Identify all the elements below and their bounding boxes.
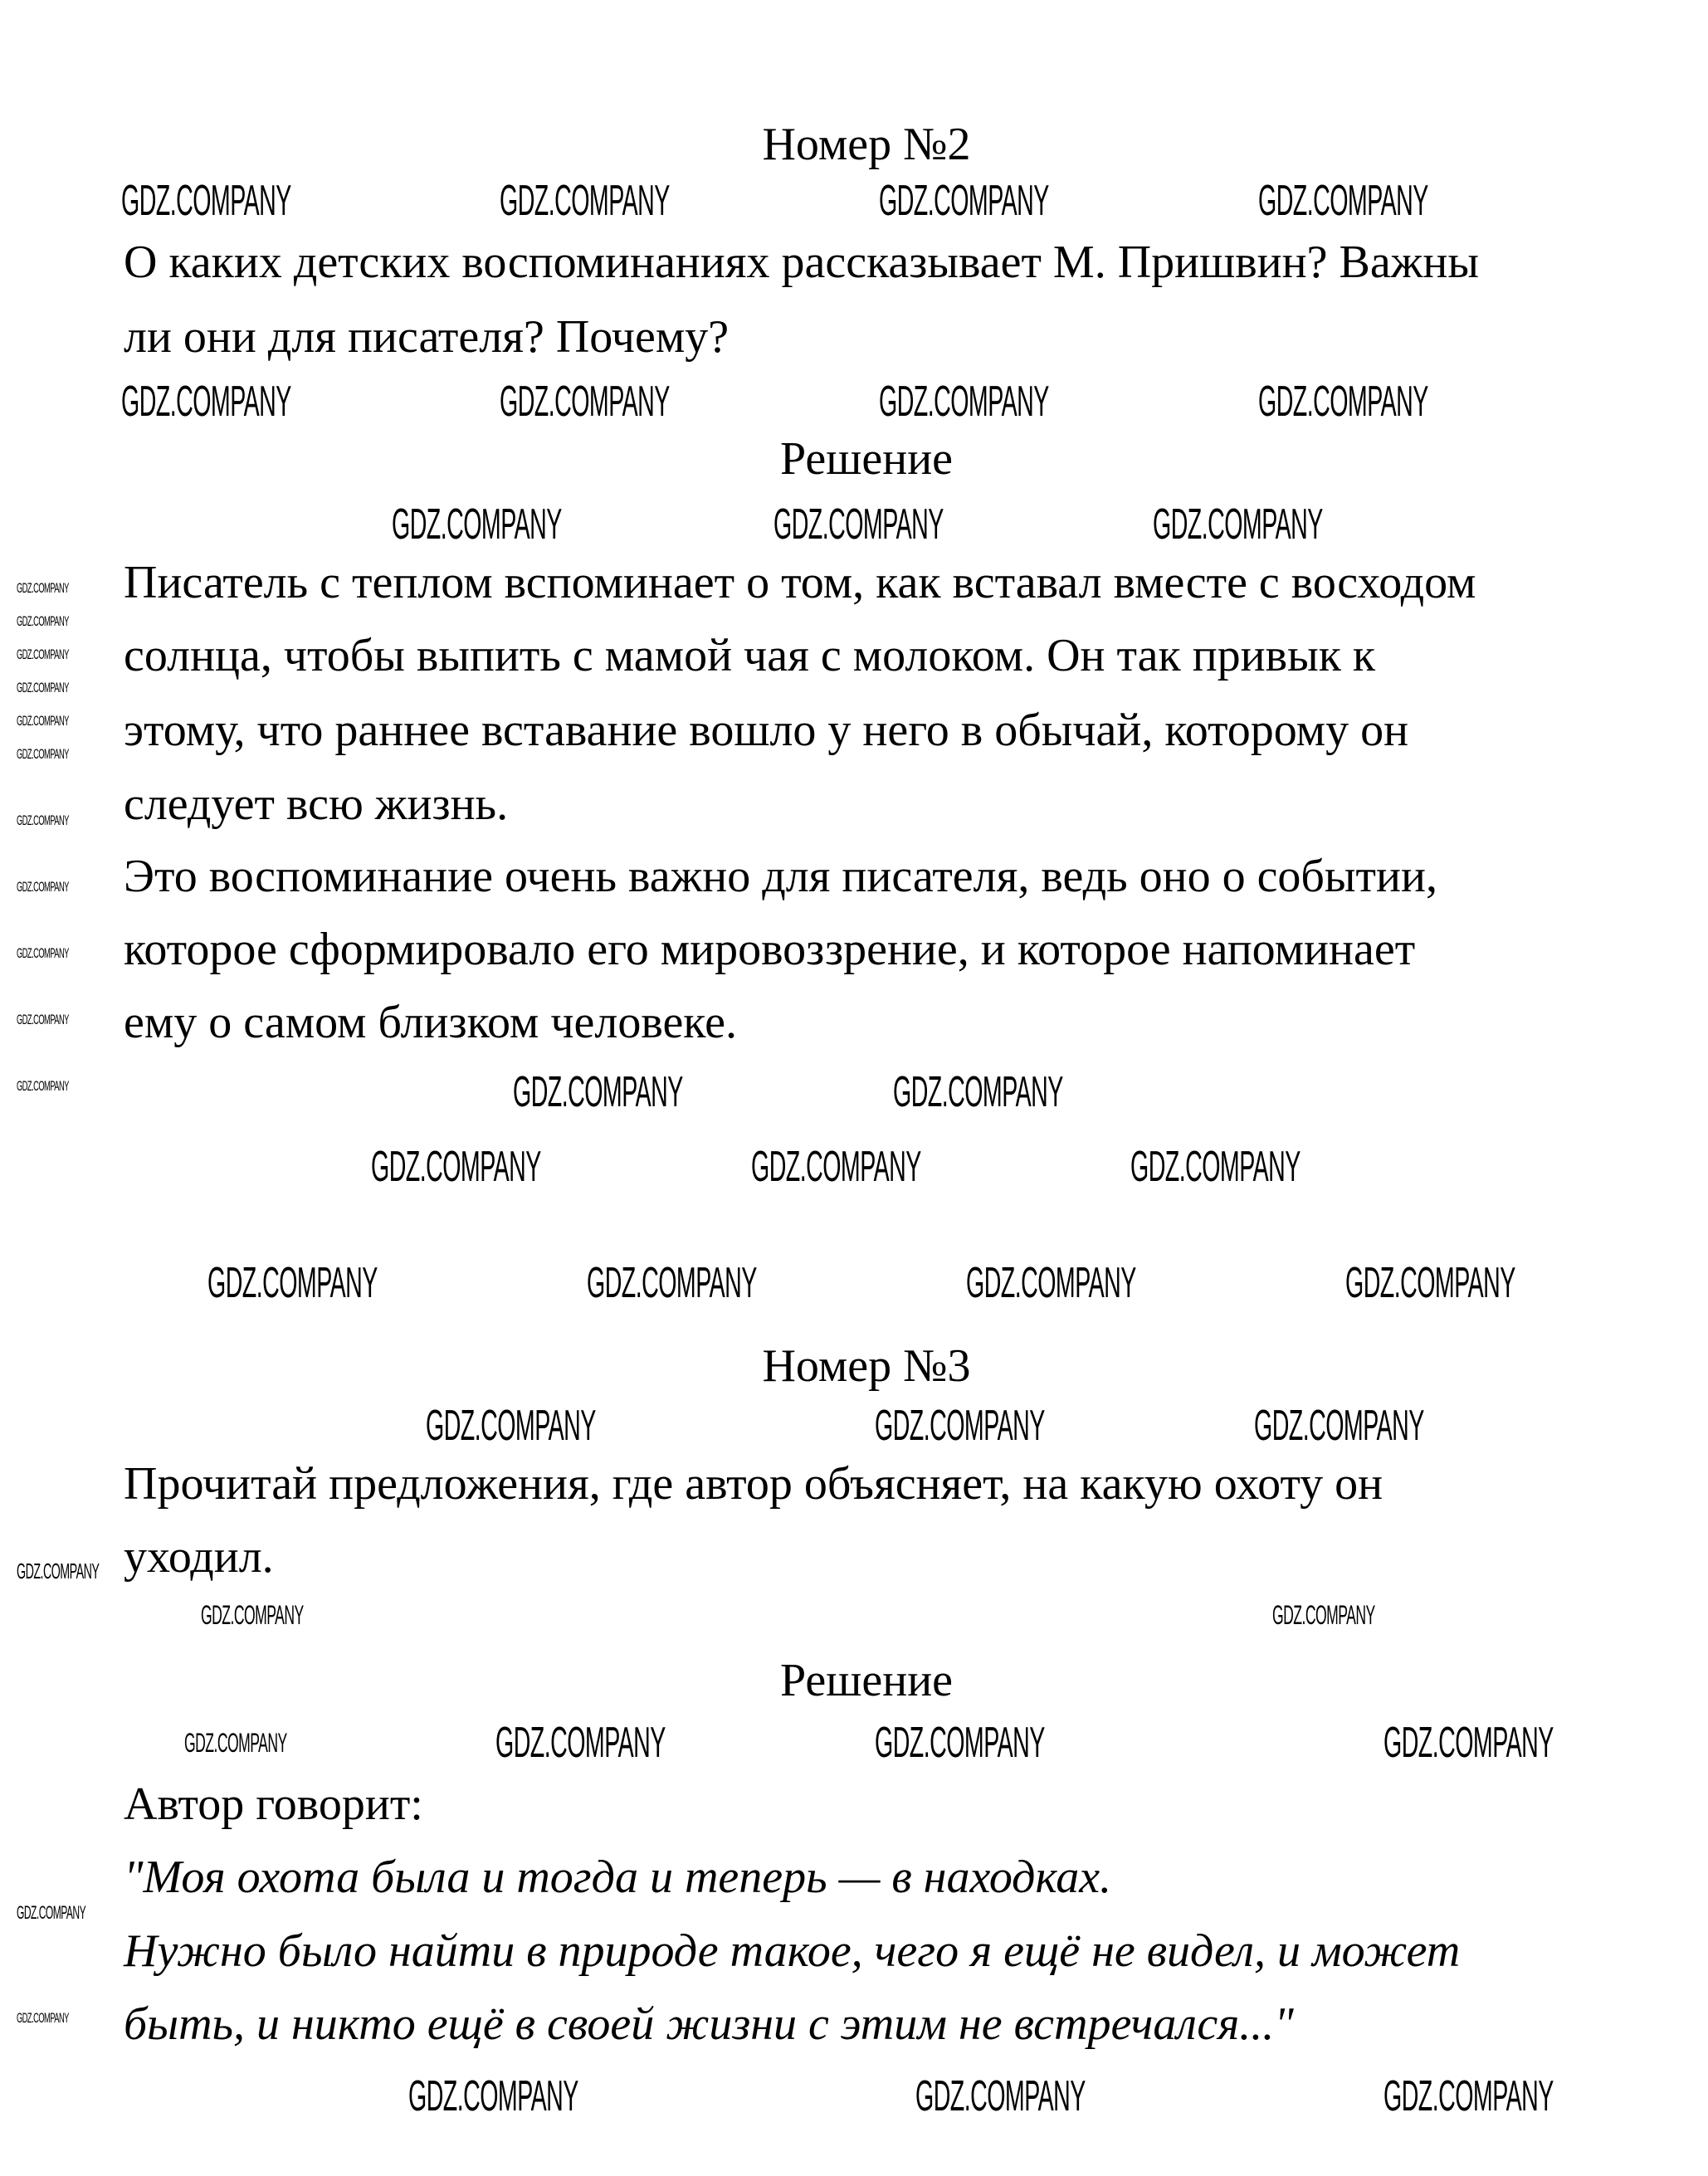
watermark: GDZ.COMPANY [751, 1143, 921, 1191]
task-2-answer-line: Писатель с теплом вспоминает о том, как вставал вместе с восходом [124, 557, 1476, 608]
task-2-answer-line: Это воспоминание очень важно для писателя, ведь оно о событии, [124, 851, 1437, 902]
watermark: GDZ.COMPANY [17, 945, 69, 961]
watermark: GDZ.COMPANY [1153, 500, 1323, 549]
watermark: GDZ.COMPANY [879, 177, 1049, 225]
task-3-question-line: уходил. [124, 1531, 274, 1583]
watermark: GDZ.COMPANY [915, 2072, 1086, 2120]
task-2-question-line: ли они для писателя? Почему? [124, 311, 730, 363]
watermark: GDZ.COMPANY [17, 2010, 69, 2026]
watermark: GDZ.COMPANY [17, 613, 69, 629]
watermark: GDZ.COMPANY [495, 1719, 666, 1767]
watermark: GDZ.COMPANY [1383, 1719, 1554, 1767]
watermark: GDZ.COMPANY [875, 1719, 1045, 1767]
watermark: GDZ.COMPANY [371, 1143, 541, 1191]
task-2-answer-line: которое сформировало его мировоззрение, и которое напоминает [124, 924, 1416, 975]
task-2-solution-label: Решение [779, 433, 954, 485]
task-2-answer-line: солнца, чтобы выпить с мамой чая с молоком. Он так привык к [124, 630, 1376, 681]
task-3-quote-line: быть, и никто ещё в своей жизни с этим не встречался..." [124, 1998, 1294, 2050]
watermark: GDZ.COMPANY [121, 378, 291, 426]
watermark: GDZ.COMPANY [1272, 1600, 1375, 1630]
watermark: GDZ.COMPANY [184, 1728, 287, 1758]
task-3-quote-line: Нужно было найти в природе такое, чего я ещё не видел, и может [124, 1925, 1461, 1977]
watermark: GDZ.COMPANY [1258, 378, 1428, 426]
watermark: GDZ.COMPANY [773, 500, 944, 549]
task-2-title: Номер №2 [762, 119, 971, 170]
watermark: GDZ.COMPANY [879, 378, 1049, 426]
task-2-answer-line: этому, что раннее вставание вошло у него в обычай, которому он [124, 705, 1409, 756]
watermark: GDZ.COMPANY [17, 680, 69, 695]
watermark: GDZ.COMPANY [893, 1068, 1063, 1116]
task-3-solution-label: Решение [779, 1655, 954, 1706]
watermark: GDZ.COMPANY [17, 580, 69, 596]
watermark: GDZ.COMPANY [1345, 1259, 1515, 1307]
watermark: GDZ.COMPANY [392, 500, 562, 549]
watermark: GDZ.COMPANY [1383, 2072, 1554, 2120]
watermark: GDZ.COMPANY [17, 746, 69, 762]
task-3-intro: Автор говорит: [124, 1778, 423, 1830]
task-3-title: Номер №3 [762, 1340, 971, 1392]
watermark: GDZ.COMPANY [1254, 1402, 1424, 1450]
task-3-question-line: Прочитай предложения, где автор объясняет, на какую охоту он [124, 1458, 1383, 1510]
watermark: GDZ.COMPANY [17, 1559, 100, 1583]
task-2-question-line: О каких детских воспоминаниях рассказывает М. Пришвин? Важны [124, 237, 1479, 288]
watermark: GDZ.COMPANY [121, 177, 291, 225]
watermark: GDZ.COMPANY [408, 2072, 578, 2120]
task-2-answer-line: ему о самом близком человеке. [124, 997, 737, 1048]
watermark: GDZ.COMPANY [17, 879, 69, 895]
watermark: GDZ.COMPANY [426, 1402, 596, 1450]
watermark: GDZ.COMPANY [513, 1068, 683, 1116]
watermark: GDZ.COMPANY [17, 646, 69, 662]
task-2-answer-line: следует всю жизнь. [124, 778, 509, 830]
watermark: GDZ.COMPANY [17, 1902, 86, 1923]
watermark: GDZ.COMPANY [17, 1012, 69, 1027]
watermark: GDZ.COMPANY [500, 378, 670, 426]
watermark: GDZ.COMPANY [201, 1600, 304, 1630]
watermark: GDZ.COMPANY [1130, 1143, 1301, 1191]
watermark: GDZ.COMPANY [17, 1078, 69, 1094]
watermark: GDZ.COMPANY [500, 177, 670, 225]
watermark: GDZ.COMPANY [1258, 177, 1428, 225]
watermark: GDZ.COMPANY [587, 1259, 757, 1307]
task-3-quote-line: "Моя охота была и тогда и теперь — в находках. [124, 1852, 1112, 1903]
watermark: GDZ.COMPANY [966, 1259, 1136, 1307]
watermark: GDZ.COMPANY [17, 812, 69, 828]
watermark: GDZ.COMPANY [875, 1402, 1045, 1450]
watermark: GDZ.COMPANY [207, 1259, 378, 1307]
watermark: GDZ.COMPANY [17, 713, 69, 729]
